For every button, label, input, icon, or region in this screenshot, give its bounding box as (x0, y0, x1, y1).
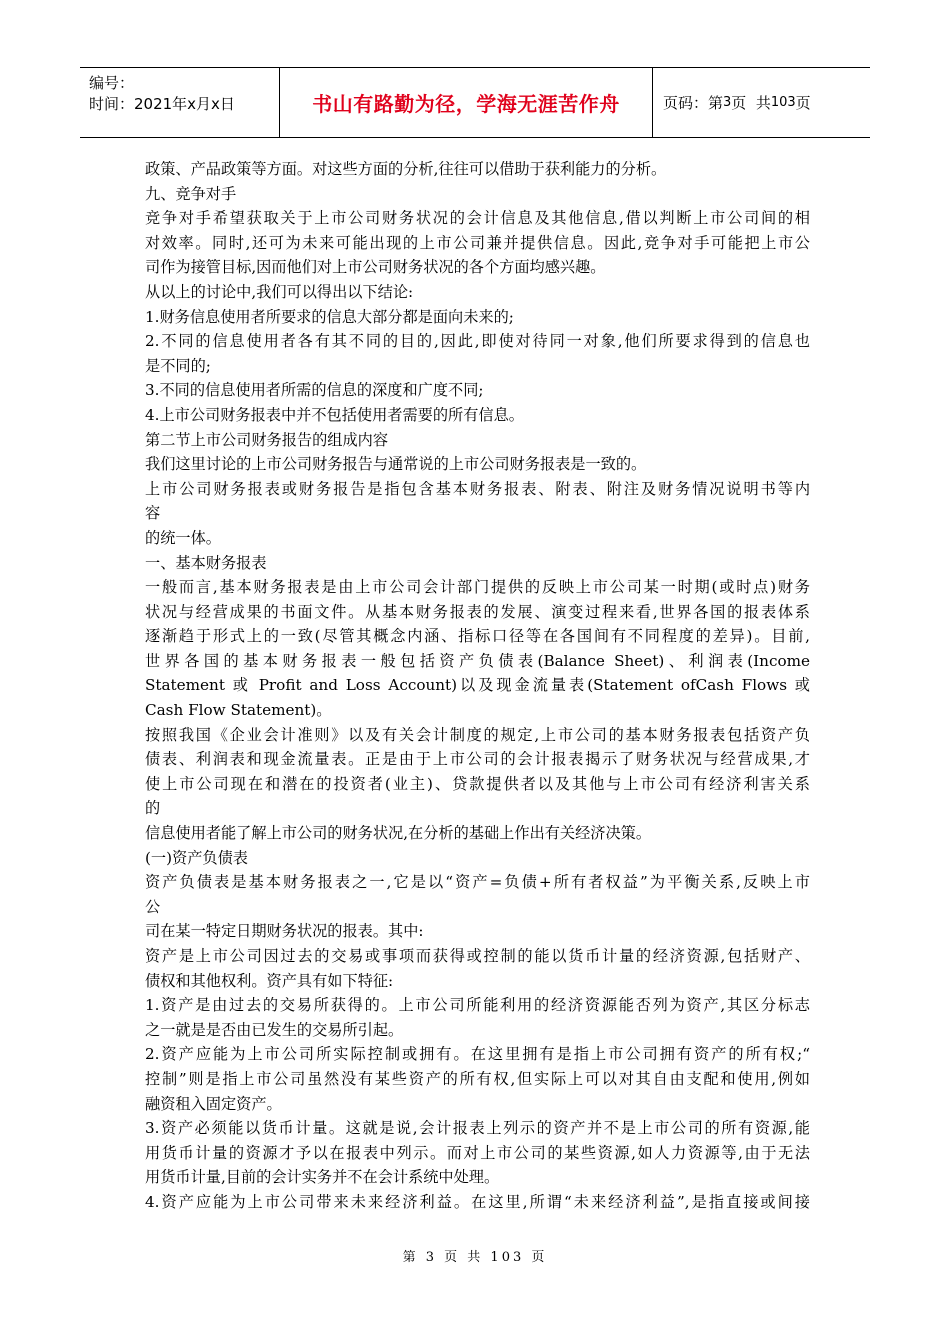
page-footer (0, 1246, 950, 1265)
paragraph-line: 对效率。同时,还可为未来可能出现的上市公司兼并提供信息。因此,竞争对手可能把上市公 (145, 233, 810, 252)
paragraph-line: 信息使用者能了解上市公司的财务状况,在分析的基础上作出有关经济决策。 (145, 824, 652, 843)
paragraph-line: 司在某一特定日期财务状况的报表。其中: (145, 922, 424, 941)
paragraph-line: 从以上的讨论中,我们可以得出以下结论: (145, 282, 414, 301)
footer-page-number: 第 3 页 共 103 页 (402, 1250, 548, 1265)
document-time-label: 时间：2021年x月x日 (89, 95, 235, 113)
paragraph-line: 1.资产是由过去的交易所获得的。上市公司所能利用的经济资源能否列为资产,其区分标志 (145, 996, 810, 1015)
header-motto: 书山有路勤为径，学海无涯苦作舟 (279, 68, 653, 137)
paragraph-line: 的统一体。 (145, 528, 221, 547)
page-label-suffix: 页 (795, 94, 811, 112)
paragraph-line: 用货币计量,目前的会计实务并不在会计系统中处理。 (145, 1168, 500, 1187)
document-body (145, 157, 810, 1215)
paragraph-line: 1.财务信息使用者所要求的信息大部分都是面向未来的; (145, 307, 514, 326)
paragraph-line: 一般而言,基本财务报表是由上市公司会计部门提供的反映上市公司某一时期(或时点)财务 (145, 578, 810, 597)
paragraph-line: 上市公司财务报表或财务报告是指包含基本财务报表、附表、附注及财务情况说明书等内 (145, 479, 810, 498)
paragraph-line: 第二节上市公司财务报告的组成内容 (145, 430, 388, 449)
paragraph-line: 之一就是是否由已发生的交易所引起。 (145, 1020, 404, 1039)
paragraph-line: 竞争对手希望获取关于上市公司财务状况的会计信息及其他信息,借以判断上市公司间的相 (145, 209, 810, 228)
page-current-number: 3 (723, 95, 732, 110)
paragraph-line: 是不同的; (145, 356, 211, 375)
paragraph-line: 司作为接管目标,因而他们对上市公司财务状况的各个方面均感兴趣。 (145, 258, 606, 277)
paragraph-line: 3.不同的信息使用者所需的信息的深度和广度不同; (145, 381, 484, 400)
paragraph-line: Statement 或 Profit and Loss Account)以及现金流量表(Statement ofCash Flows 或 (145, 676, 810, 695)
document-number-label: 编号： (89, 74, 135, 92)
paragraph-line: 2.资产应能为上市公司所实际控制或拥有。在这里拥有是指上市公司拥有资产的所有权;“ (145, 1045, 810, 1064)
paragraph-line: 控制”则是指上市公司虽然没有某些资产的所有权,但实际上可以对其自由支配和使用,例如 (145, 1069, 810, 1088)
paragraph-line: 按照我国《企业会计准则》以及有关会计制度的规定,上市公司的基本财务报表包括资产负 (145, 725, 810, 744)
paragraph-line: 资产负债表是基本财务报表之一,它是以“资产=负债+所有者权益”为平衡关系,反映上市 (145, 873, 810, 892)
paragraph-line: 我们这里讨论的上市公司财务报告与通常说的上市公司财务报表是一致的。 (145, 455, 647, 474)
page-total-number: 103 (770, 95, 796, 110)
paragraph-line: 使上市公司现在和潜在的投资者(业主)、贷款提供者以及其他与上市公司有经济利害关系 (145, 774, 810, 793)
paragraph-line: 逐渐趋于形式上的一致(尽管其概念内涵、指标口径等在各国间有不同程度的差异)。目前, (145, 627, 810, 646)
paragraph-line: 状况与经营成果的书面文件。从基本财务报表的发展、演变过程来看,世界各国的报表体系 (145, 602, 810, 621)
paragraph-line: 资产是上市公司因过去的交易或事项而获得或控制的能以货币计量的经济资源,包括财产、 (145, 947, 810, 965)
paragraph-line: (一)资产负债表 (145, 848, 248, 867)
paragraph-line: 政策、产品政策等方面。对这些方面的分析,往往可以借助于获利能力的分析。 (145, 160, 667, 178)
header-page-indicator (653, 68, 870, 137)
paragraph-line: 用货币计量的资源才予以在报表中列示。而对上市公司的某些资源,如人力资源等,由于无法 (145, 1143, 810, 1162)
paragraph-line: 的 (145, 799, 161, 818)
paragraph-line: 债权和其他权利。资产具有如下特征: (145, 971, 394, 990)
paragraph-line: 3.资产必须能以货币计量。这就是说,会计报表上列示的资产并不是上市公司的所有资源,能 (145, 1119, 810, 1138)
paragraph-line: 2.不同的信息使用者各有其不同的目的,因此,即使对待同一对象,他们所要求得到的信息也 (145, 332, 810, 351)
page-label-mid: 页 共 (731, 94, 771, 112)
header-meta-cell (80, 68, 279, 137)
paragraph-line: 容 (145, 504, 161, 523)
page-label-prefix: 页码：第 (663, 94, 724, 112)
paragraph-line: 公 (145, 897, 161, 916)
paragraph-line: 债表、利润表和现金流量表。正是由于上市公司的会计报表揭示了财务状况与经营成果,才 (145, 750, 810, 769)
paragraph-line: 融资租入固定资产。 (145, 1094, 282, 1113)
paragraph-line: 一、基本财务报表 (145, 553, 267, 572)
paragraph-line: 4.资产应能为上市公司带来未来经济利益。在这里,所谓“未来经济利益”,是指直接或间接 (145, 1192, 810, 1211)
paragraph-line: 世界各国的基本财务报表一般包括资产负债表(Balance Sheet)、利润表(Income (145, 651, 810, 670)
paragraph-line: 九、竞争对手 (145, 184, 237, 203)
paragraph-line: 4.上市公司财务报表中并不包括使用者需要的所有信息。 (145, 405, 524, 424)
page-header (80, 67, 870, 138)
paragraph-line: Cash Flow Statement)。 (145, 701, 332, 720)
